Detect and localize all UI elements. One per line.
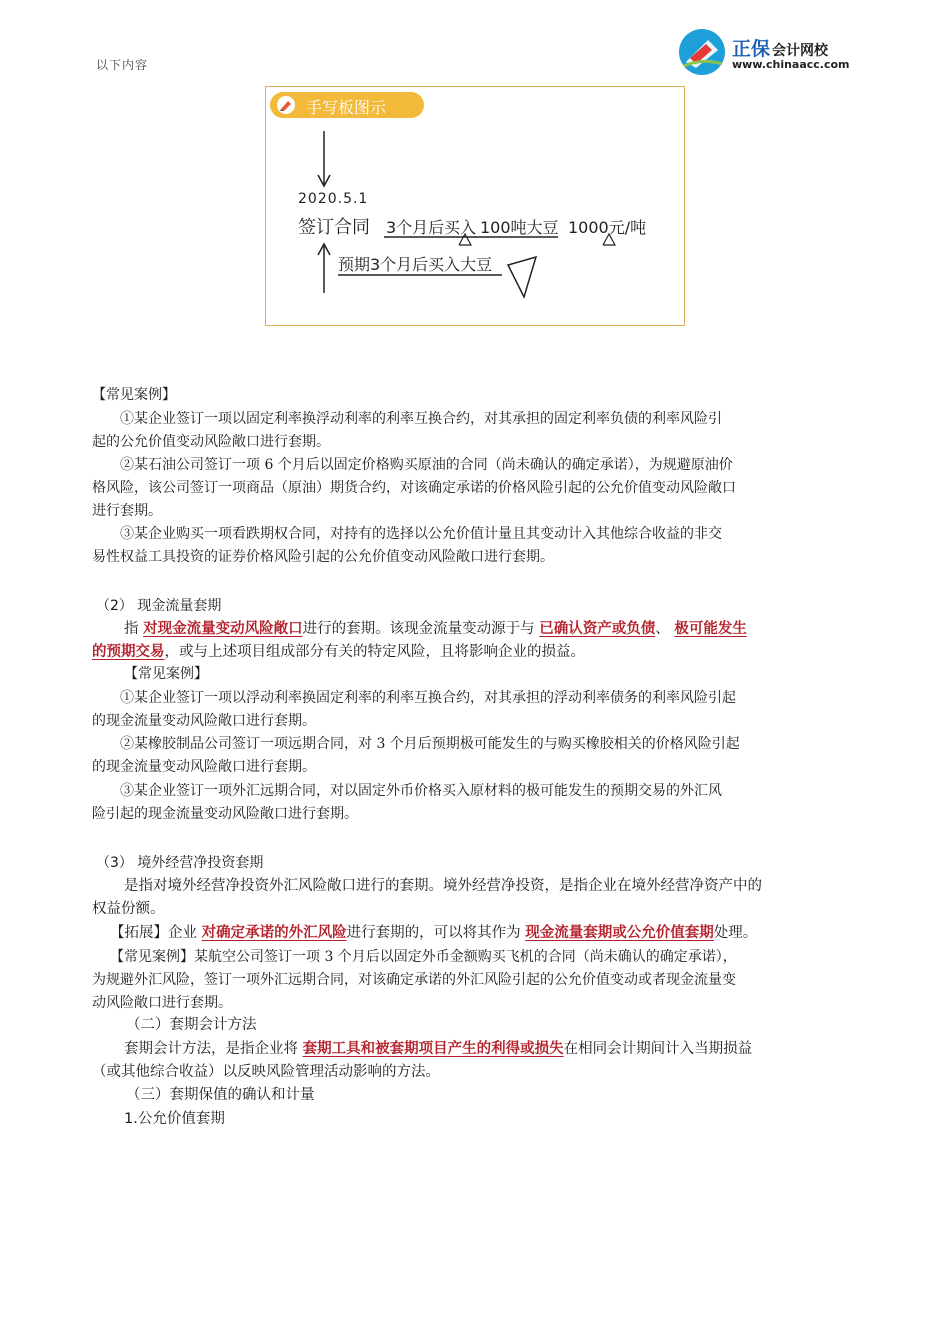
definition-line: 套期会计方法，是指企业将 套期工具和被套期项目产生的利得或损失在相同会计期间计入当期损益 bbox=[124, 1041, 753, 1057]
cases-title: 【常见案例】 bbox=[124, 666, 208, 682]
cases-title: 【常见案例】 bbox=[92, 387, 176, 403]
section-heading: （3） 境外经营净投资套期 bbox=[96, 855, 264, 871]
case-line: 【常见案例】某航空公司签订一项 3 个月后以固定外币金额购买飞机的合同（尚未确认的确定承诺）， bbox=[110, 949, 737, 965]
definition-line: 是指对境外经营净投资外汇风险敞口进行的套期。境外经营净投资，是指企业在境外经营净资产中的 bbox=[124, 878, 762, 894]
case-line: 起的公允价值变动风险敞口进行套期。 bbox=[92, 434, 330, 450]
case-line: ①某企业签订一项以固定利率换浮动利率的利率互换合约，对其承担的固定利率负债的利率风险引 bbox=[120, 411, 722, 427]
case-line: ②某橡胶制品公司签订一项远期合同，对 3 个月后预期极可能发生的与购买橡胶相关的价格风险引起 bbox=[120, 736, 740, 752]
highlight-term: 对现金流量变动风险敞口 bbox=[143, 621, 303, 637]
logo-emblem-icon bbox=[678, 28, 726, 76]
case-line: 的现金流量变动风险敞口进行套期。 bbox=[92, 759, 316, 775]
definition-line: 权益份额。 bbox=[92, 901, 165, 917]
board-expectation: 预期3个月后买入大豆 bbox=[338, 255, 493, 274]
highlight-term: 已确认资产或负债 bbox=[539, 621, 656, 637]
case-line: ②某石油公司签订一项 6 个月后以固定价格购买原油的合同（尚未确认的确定承诺），为规避原油价 bbox=[120, 457, 733, 473]
logo-name: 正保 会计网校 bbox=[732, 38, 829, 60]
case-line: 进行套期。 bbox=[92, 503, 162, 519]
handwriting-board bbox=[265, 86, 685, 326]
board-price: 1000元/吨 bbox=[568, 218, 647, 237]
header-clipped-text: 以下内容 bbox=[96, 58, 149, 72]
case-line: 为规避外汇风险，签订一项外汇远期合同，对该确定承诺的外汇风险引起的公允价值变动或者现金流量变 bbox=[92, 972, 736, 988]
case-line: 格风险，该公司签订一项商品（原油）期货合约，对该确定承诺的价格风险引起的公允价值变动风险敞口 bbox=[92, 480, 736, 496]
definition-line: （或其他综合收益）以反映风险管理活动影响的方法。 bbox=[92, 1064, 440, 1080]
board-date: 2020.5.1 bbox=[298, 191, 369, 207]
brand-logo bbox=[678, 28, 868, 76]
board-tag-label: 手写板图示 bbox=[306, 98, 387, 117]
highlight-term: 对确定承诺的外汇风险 bbox=[201, 925, 347, 941]
logo-subname: 会计网校 bbox=[772, 43, 829, 59]
highlight-term: 现金流量套期或公允价值套期 bbox=[525, 925, 714, 941]
board-soybean-qty: 100吨大豆 bbox=[480, 218, 559, 237]
logo-url: www.chinaacc.com bbox=[732, 58, 850, 71]
board-buy-after: 3个月后买入 bbox=[386, 218, 477, 237]
case-line: ③某企业签订一项外汇远期合同，对以固定外币价格买入原材料的极可能发生的预期交易的外汇风 bbox=[120, 783, 722, 799]
section-heading: （三）套期保值的确认和计量 bbox=[126, 1087, 315, 1103]
case-line: 易性权益工具投资的证券价格风险引起的公允价值变动风险敞口进行套期。 bbox=[92, 549, 554, 565]
highlight-term: 套期工具和被套期项目产生的利得或损失 bbox=[302, 1041, 564, 1057]
case-line: 的现金流量变动风险敞口进行套期。 bbox=[92, 713, 316, 729]
case-line: ③某企业购买一项看跌期权合同，对持有的选择以公允价值计量且其变动计入其他综合收益的非交 bbox=[120, 526, 722, 542]
board-sign-contract: 签订合同 bbox=[298, 217, 370, 238]
definition-line: 的预期交易，或与上述项目组成部分有关的特定风险，且将影响企业的损益。 bbox=[92, 644, 585, 660]
case-line: 动风险敞口进行套期。 bbox=[92, 995, 232, 1011]
highlight-term: 极可能发生 bbox=[674, 621, 747, 637]
case-line: ①某企业签订一项以浮动利率换固定利率的利率互换合约，对其承担的浮动利率债务的利率风险引起 bbox=[120, 690, 736, 706]
highlight-term: 的预期交易 bbox=[92, 644, 165, 660]
extension-line: 【拓展】企业 对确定承诺的外汇风险进行套期的，可以将其作为 现金流量套期或公允价值套期处理。 bbox=[110, 925, 758, 941]
section-heading: 1.公允价值套期 bbox=[124, 1111, 225, 1127]
section-heading: （二）套期会计方法 bbox=[126, 1017, 257, 1033]
case-line: 险引起的现金流量变动风险敞口进行套期。 bbox=[92, 806, 358, 822]
definition-line: 指 对现金流量变动风险敞口进行的套期。该现金流量变动源于与 已确认资产或负债、 极可能发生 bbox=[124, 621, 747, 637]
section-heading: （2） 现金流量套期 bbox=[96, 598, 222, 614]
